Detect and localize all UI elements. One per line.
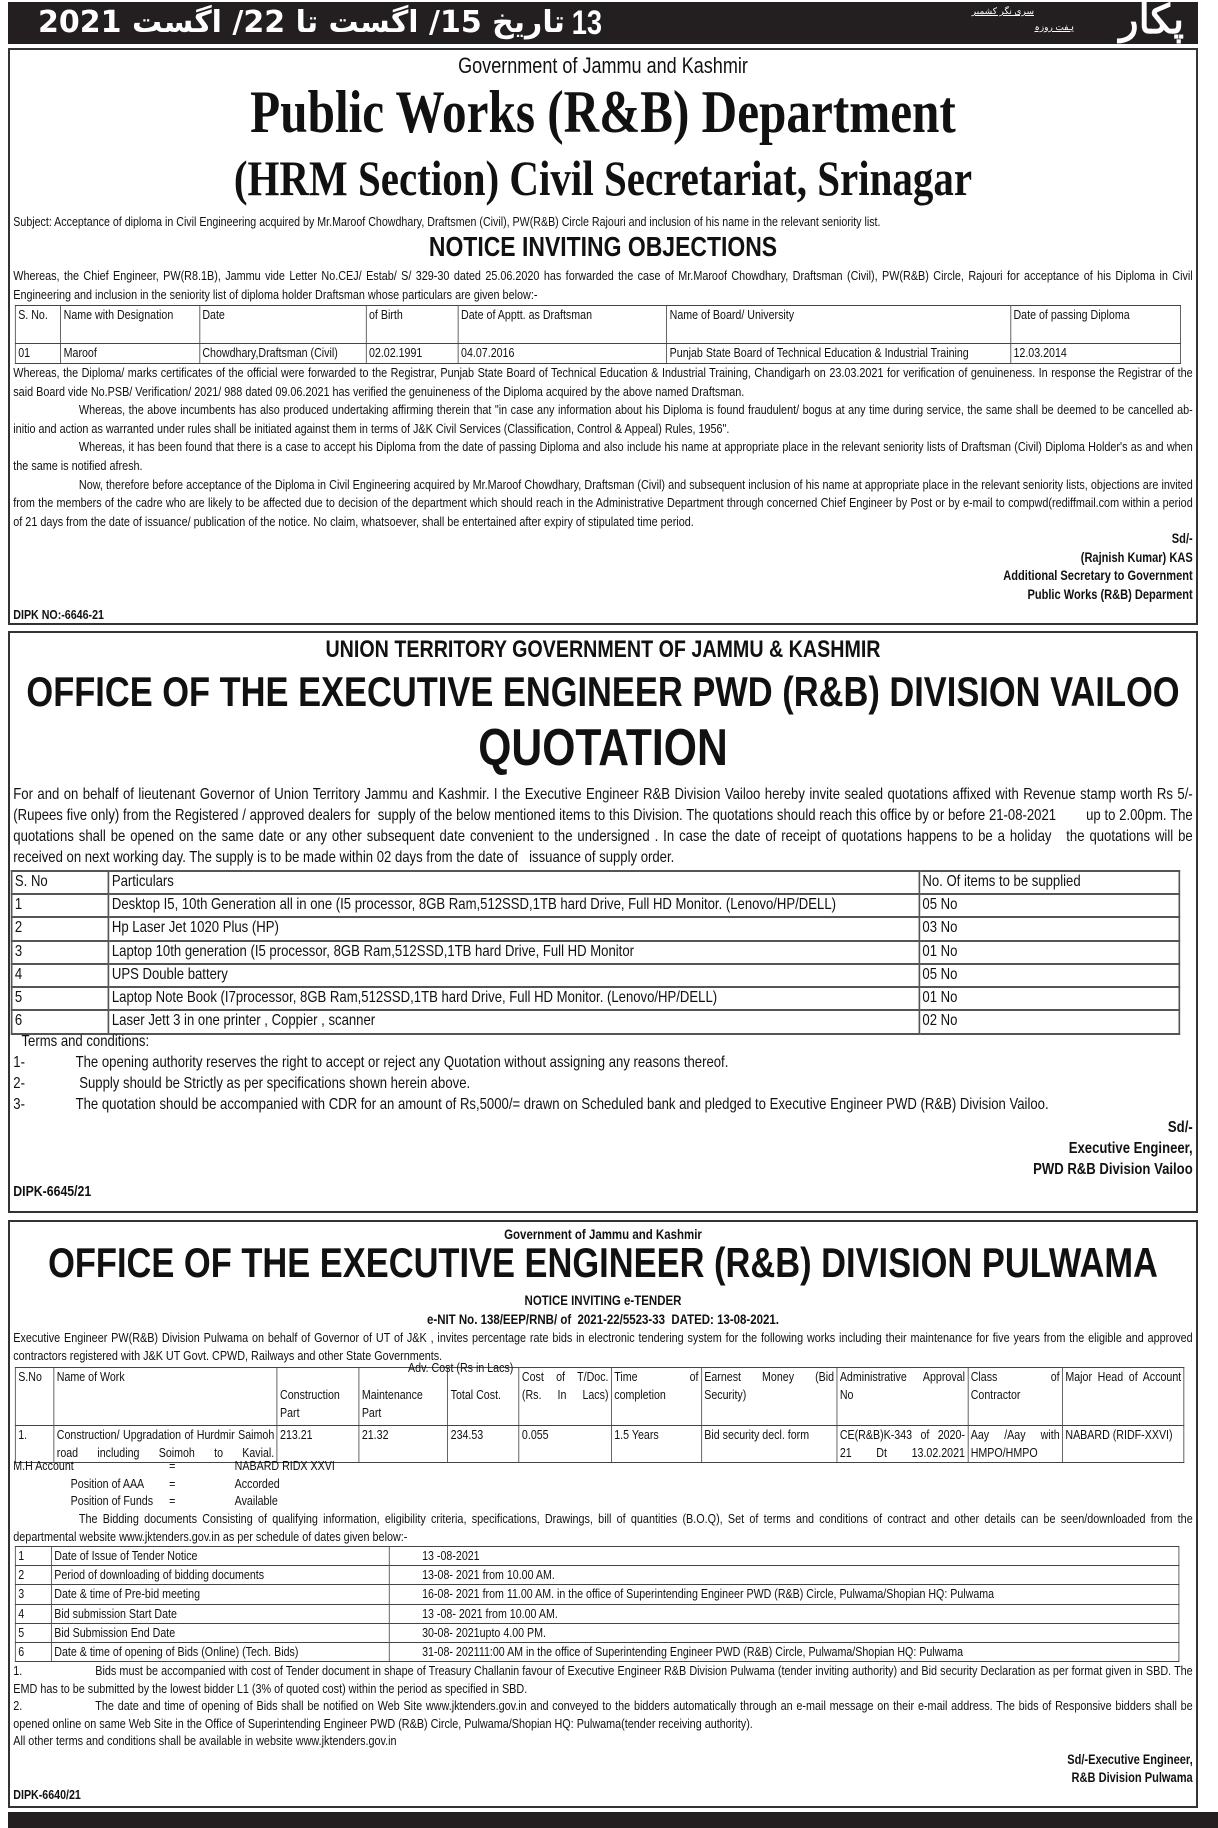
cell: Hp Laser Jet 1020 Plus (HP) <box>109 917 920 940</box>
cell: 05 No <box>919 894 1179 917</box>
header-cell: Particulars <box>109 871 920 894</box>
cell: 0.055 <box>519 1426 611 1463</box>
info-eq: = <box>169 1475 176 1491</box>
header-cell: Date of passing Diploma <box>1011 306 1181 344</box>
signature-line: PWD R&B Division Vailoo <box>1033 1161 1193 1178</box>
cell: Laser Jett 3 in one printer , Coppier , scanner <box>109 1010 920 1033</box>
logo-text: پکار <box>1119 0 1184 43</box>
cell: Bid security decl. form <box>701 1426 837 1463</box>
info-value: NABARD RIDX XXVI <box>234 1458 335 1473</box>
nit-number: e-NIT No. 138/EEP/RNB/ of 2021-22/5523-33 DATED: 13-08-2021. <box>426 1311 779 1327</box>
signature-line: Sd/-Executive Engineer, <box>1067 1752 1193 1767</box>
term-text: Supply should be Strictly as per specifications shown herein above. <box>75 1075 471 1092</box>
cell: 1 <box>12 894 109 917</box>
page-number: 13 <box>571 4 603 42</box>
cell: 1. <box>15 1426 54 1463</box>
cell: 05 No <box>919 964 1179 987</box>
header-cell: Time of completion <box>611 1368 701 1426</box>
header-cell: Earnest Money (Bid Security) <box>701 1368 837 1426</box>
cell: Chowdhary,Draftsman (Civil) <box>199 344 366 364</box>
paragraph: The Bidding documents Consisting of qualifying information, eligibility criteria, specifications, Drawings, bill of quantities (B.O.Q), Set of terms and conditions of contract and other details can be seen/downloaded from the departmental website www.jktenders.gov.in as per schedule of dates given below:- <box>13 1511 1193 1544</box>
cell: UPS Double battery <box>109 964 920 987</box>
table-header-row <box>12 871 1180 894</box>
header-cell: Class of Contractor <box>968 1368 1063 1426</box>
info-row <box>13 1457 1192 1475</box>
cell: 01 <box>15 344 60 364</box>
cell: 13 -08-2021 <box>389 1547 1179 1566</box>
cell: 4 <box>12 964 109 987</box>
schedule-row <box>15 1642 1179 1661</box>
gov-heading: Government of Jammu and Kashmir <box>504 1226 702 1242</box>
header-cell: Major Head of Account <box>1062 1368 1184 1426</box>
works-table <box>15 1367 1185 1463</box>
cell: 6 <box>15 1642 51 1661</box>
section-title: (HRM Section) Civil Secretariat, Srinagar <box>233 150 973 206</box>
table-row <box>12 964 1180 987</box>
paragraph: Whereas, the above incumbents has also produced undertaking affirming therein that "in case any information about his Diploma is found fraudulent/ bogus at any time during service, the same shall be deemed to be cancelled ab-initio and action as warranted under rules shall be initiated against them in terms of J&K Civil Services (Classification, Control & Appeal) Rules, 1956". <box>13 402 1193 436</box>
header-cell: Name with Designation <box>61 306 200 344</box>
logo-city: سری نگر کشمیر <box>971 6 1034 16</box>
office-title: OFFICE OF THE EXECUTIVE ENGINEER PWD (R&B) DIVISION VAILOO <box>26 668 1180 715</box>
cell: 31-08- 202111:00 AM in the office of Superintending Engineer PWD (R&B) Circle, Pulwama/Shopian HQ: Pulwama <box>389 1642 1179 1661</box>
header-cell: Name of Board/ University <box>667 306 1011 344</box>
quotation-notice <box>8 631 1198 1213</box>
paragraph: Now, therefore before acceptance of the Diploma in Civil Engineering acquired by Mr.Maroof Chowdhary, Draftsman (Civil) and subsequent inclusion of his name at appropriate place in the relevant seniority lists, objections are invited from the members of the cadre who are likely to be affected due to decision of the department which should reach in the Administrative Department through concerned Chief Engineer by Post or by e-mail to compwd(rediffmail.com within a period of 21 days from the date of issuance/ publication of the notice. No claim, whatsoever, shall be entertained after expiry of stipulated time period. <box>13 476 1193 529</box>
paragraph: Whereas, the Diploma/ marks certificates of the official were forwarded to the Registrar, Punjab State Board of Technical Education & Industrial Training, Chandigarh on 23.03.2021 for verification of genuineness. In response the Registrar of the said Board vide No.PSB/ Verification/ 2021/ 988 dated 09.06.2021 has verified the genuineness of the Diploma acquired by the above named Draftsman. <box>13 365 1193 399</box>
quotation-heading: QUOTATION <box>478 719 728 777</box>
cell: 213.21 <box>277 1426 359 1463</box>
body-paragraphs <box>13 364 1192 531</box>
schedule-row <box>15 1604 1179 1623</box>
table-row <box>12 941 1180 964</box>
closing-line: All other terms and conditions shall be available in website www.jktenders.gov.in <box>13 1733 397 1748</box>
cell: 12.03.2014 <box>1011 344 1181 364</box>
gov-heading: UNION TERRITORY GOVERNMENT OF JAMMU & KASHMIR <box>325 636 881 663</box>
table-row <box>12 987 1180 1010</box>
header-cell: S.No <box>15 1368 54 1426</box>
tender-notes <box>13 1662 1192 1732</box>
cell: 6 <box>12 1010 109 1033</box>
cell: Punjab State Board of Technical Education & Industrial Training <box>667 344 1011 364</box>
subject-line: Subject: Acceptance of diploma in Civil Engineering acquired by Mr.Maroof Chowdhary, Draftsmen (Civil), PW(R&B) Circle Rajouri and inclusion of his name in the relevant seniority list. <box>13 214 881 229</box>
term-number: 1- <box>13 1054 25 1071</box>
info-value: Available <box>234 1493 278 1508</box>
paragraph: For and on behalf of lieutenant Governor of Union Territory Jammu and Kashmir. I the Executive Engineer R&B Division Vailoo hereby invite sealed quotations affixed with Revenue stamp worth Rs 5/- (Rupees five only) from the Registered / approved dealers for supply of the below mentioned items to this Division. The quotations should reach this office by or before 21-08-2021 up to 2.00pm. The quotations shall be opened on the same date or any other subsequent date convenient to the undersigned . In case the date of receipt of quotations happens to be a holiday the quotations will be received on next working day. The supply is to be made within 02 days from the date of issuance of supply order. <box>13 786 1197 866</box>
signature-line: Executive Engineer, <box>1068 1140 1193 1157</box>
cell: 4 <box>15 1604 51 1623</box>
signature-block <box>13 1751 1192 1786</box>
cell: Bid Submission End Date <box>51 1623 389 1642</box>
header-cell: S. No <box>12 871 109 894</box>
note-number: 1. <box>13 1663 23 1678</box>
draftsman-table <box>15 305 1181 364</box>
schedule-row <box>15 1547 1179 1566</box>
cell: 30-08- 2021upto 4.00 PM. <box>389 1623 1179 1642</box>
office-title: OFFICE OF THE EXECUTIVE ENGINEER (R&B) DIVISION PULWAMA <box>48 1239 1158 1286</box>
e-tender-notice <box>8 1220 1198 1808</box>
term-text: The quotation should be accompanied with CDR for an amount of Rs,5000/= drawn on Scheduled bank and pledged to Executive Engineer PWD (R&B) Division Vailoo. <box>75 1096 1049 1113</box>
cell: 02 No <box>919 1010 1179 1033</box>
cell: 02.02.1991 <box>366 344 458 364</box>
cell: Bid submission Start Date <box>51 1604 389 1623</box>
cell: 3 <box>12 941 109 964</box>
schedule-row <box>15 1585 1179 1604</box>
cell: 1.5 Years <box>611 1426 701 1463</box>
paragraph: Executive Engineer PW(R&B) Division Pulwama on behalf of Governor of UT of J&K , invites percentage rate bids in electronic tendering system for the following works including their maintenance for five years from the eligible and approved contractors registered with J&K UT Govt. CPWD, Railways and other State Governments. <box>13 1330 1193 1363</box>
term-item <box>13 1052 1192 1073</box>
paragraph: Whereas, the Chief Engineer, PW(R8.1B), Jammu vide Letter No.CEJ/ Estab/ S/ 329-30 dated 25.06.2020 has forwarded the case of Mr.Maroof Chowdhary, Draftsman (Civil), PW(R&B) Circle, Rajouri for acceptance of his Diploma in Civil Engineering and inclusion in the seniority list of diploma holder Draftsman whose particulars are given below:- <box>13 268 1193 302</box>
department-title: Public Works (R&B) Department <box>250 79 956 145</box>
info-eq: = <box>169 1493 176 1508</box>
schedule-row <box>15 1566 1179 1585</box>
notice-inviting-objections <box>8 48 1198 625</box>
cell: 234.53 <box>448 1426 519 1463</box>
signature-line: Sd/- <box>1167 1119 1193 1136</box>
term-item <box>13 1094 1192 1115</box>
items-table <box>11 870 1181 1035</box>
term-number: 2- <box>13 1075 25 1092</box>
note-number: 2. <box>13 1698 23 1713</box>
header-cell: Date of Apptt. as Draftsman <box>458 306 667 344</box>
header-cell: Administrative Approval No <box>837 1368 968 1426</box>
term-number: 3- <box>13 1096 25 1113</box>
header-cell: S. No. <box>15 306 60 344</box>
cell: 03 No <box>919 917 1179 940</box>
cell: Desktop I5, 10th Generation all in one (I5 processor, 8GB Ram,512SSD,1TB hard Drive, Full HD Monitor. (Lenovo/HP/DELL) <box>109 894 920 917</box>
cell: 2 <box>12 917 109 940</box>
reference-number: DIPK-6640/21 <box>13 1787 81 1802</box>
schedule-table <box>15 1546 1180 1662</box>
cell: 01 No <box>919 987 1179 1010</box>
cell: Date & time of Pre-bid meeting <box>51 1585 389 1604</box>
reference-number: DIPK NO:-6646-21 <box>13 607 104 622</box>
header-cell: of Birth <box>366 306 458 344</box>
cell: 5 <box>12 987 109 1010</box>
table-row <box>15 344 1180 364</box>
cell: 13-08- 2021 from 10.00 AM. <box>389 1566 1179 1585</box>
cell: Date of Issue of Tender Notice <box>51 1547 389 1566</box>
schedule-row <box>15 1623 1179 1642</box>
header-cell: No. Of items to be supplied <box>919 871 1179 894</box>
footer-bar <box>8 1812 1218 1828</box>
signature-line: R&B Division Pulwama <box>1071 1769 1193 1785</box>
table-row <box>12 917 1180 940</box>
gov-heading: Government of Jammu and Kashmir <box>458 53 748 78</box>
header-cell: Cost of T/Doc. (Rs. In Lacs) <box>519 1368 611 1426</box>
cell: Date & time of opening of Bids (Online) (Tech. Bids) <box>51 1642 389 1661</box>
adv-cost-label: Adv. Cost (Rs in Lacs) <box>408 1360 514 1375</box>
masthead <box>8 2 1198 44</box>
notice-heading: NOTICE INVITING OBJECTIONS <box>428 231 778 262</box>
cell: 13 -08- 2021 from 10.00 AM. <box>389 1604 1179 1623</box>
note-item <box>13 1662 1192 1697</box>
note-item <box>13 1697 1192 1732</box>
table-header-row <box>15 306 1180 344</box>
signature-line: Additional Secretary to Government <box>1003 568 1193 584</box>
cell: Construction/ Upgradation of Hurdmir Saimoh road including Soimoh to Kavial. <box>54 1426 277 1463</box>
tender-heading: NOTICE INVITING e-TENDER <box>524 1292 682 1308</box>
newspaper-logo <box>934 2 1184 44</box>
logo-weekly: ہفت روزہ <box>1034 22 1074 32</box>
terms-title: Terms and conditions: <box>21 1033 150 1050</box>
header-cell: Date <box>199 306 366 344</box>
signature-block <box>13 530 1192 604</box>
cell: NABARD (RIDF-XXVI) <box>1062 1426 1184 1463</box>
cell: Laptop Note Book (I7processor, 8GB Ram,512SSD,1TB hard Drive, Full HD Monitor. (Lenovo/HP/DELL) <box>109 987 920 1010</box>
info-label: Position of Funds <box>70 1493 154 1508</box>
header-cell: Total Cost. <box>448 1368 519 1426</box>
note-text: Bids must be accompanied with cost of Tender document in shape of Treasury Challanin favour of Executive Engineer R&B Division Pulwama (tender inviting authority) and Bid security Declaration as per format given in SBD. The EMD has to be submitted by the lowest bidder L1 (3% of quoted cost) within the period as specified in SBD. <box>13 1663 1193 1696</box>
paragraph: Whereas, it has been found that there is a case to accept his Diploma from the date of passing Diploma and also include his name at appropriate place in the relevant seniority lists of Draftsman (Civil) Diploma Holder's as and when the same is notified afresh. <box>13 439 1193 473</box>
header-cell: Construction Part <box>277 1368 359 1426</box>
signature-block <box>13 1117 1192 1180</box>
cell: 3 <box>15 1585 51 1604</box>
cell: 2 <box>15 1566 51 1585</box>
info-row <box>13 1492 1192 1510</box>
cell: 04.07.2016 <box>458 344 667 364</box>
reference-number: DIPK-6645/21 <box>13 1183 92 1200</box>
info-label: M.H Account <box>13 1458 74 1473</box>
cell: 1 <box>15 1547 51 1566</box>
issue-date: تاریخ 15/ اگست تا 22/ اگست 2021 <box>38 5 565 40</box>
signature-line: Sd/- <box>1171 531 1193 546</box>
note-text: The date and time of opening of Bids shall be notified on Web Site www.jktenders.gov.in and conveyed to the bidders automatically through an e-mail message on their e-mail address. The bids of Responsive bidders shall be opened online on same Web Site in the Office of Superintending Engineer PWD (R&B) Circle, Pulwama/Shopian HQ: Pulwama(tender receiving authority). <box>13 1698 1193 1731</box>
info-row <box>13 1475 1192 1493</box>
term-item <box>13 1073 1192 1094</box>
cell: 5 <box>15 1623 51 1642</box>
term-text: The opening authority reserves the right to accept or reject any Quotation without assigning any reasons thereof. <box>75 1054 729 1071</box>
account-info <box>13 1457 1192 1510</box>
cell: Maroof <box>61 344 200 364</box>
cell: Period of downloading of bidding documents <box>51 1566 389 1585</box>
header-cell: Maintenance Part <box>359 1368 448 1426</box>
cell: Aay /Aay with HMPO/HMPO <box>968 1426 1063 1463</box>
cell: Laptop 10th generation (I5 processor, 8GB Ram,512SSD,1TB hard Drive, Full HD Monitor <box>109 941 920 964</box>
header-cell: Name of Work <box>54 1368 277 1426</box>
table-row <box>12 894 1180 917</box>
info-value: Accorded <box>234 1475 280 1491</box>
terms-block <box>13 1031 1192 1115</box>
info-label: Position of AAA <box>70 1475 145 1491</box>
cell: 16-08- 2021 from 11.00 AM. in the office of Superintending Engineer PWD (R&B) Circle, Pulwama/Shopian HQ: Pulwama <box>389 1585 1179 1604</box>
cell: CE(R&B)K-343 of 2020-21 Dt 13.02.2021 <box>837 1426 968 1463</box>
table-header-row <box>15 1368 1184 1426</box>
info-eq: = <box>169 1458 176 1473</box>
cell: 01 No <box>919 941 1179 964</box>
signature-line: (Rajnish Kumar) KAS <box>1080 549 1193 565</box>
signature-line: Public Works (R&B) Deparment <box>1027 586 1193 602</box>
cell: 21.32 <box>359 1426 448 1463</box>
